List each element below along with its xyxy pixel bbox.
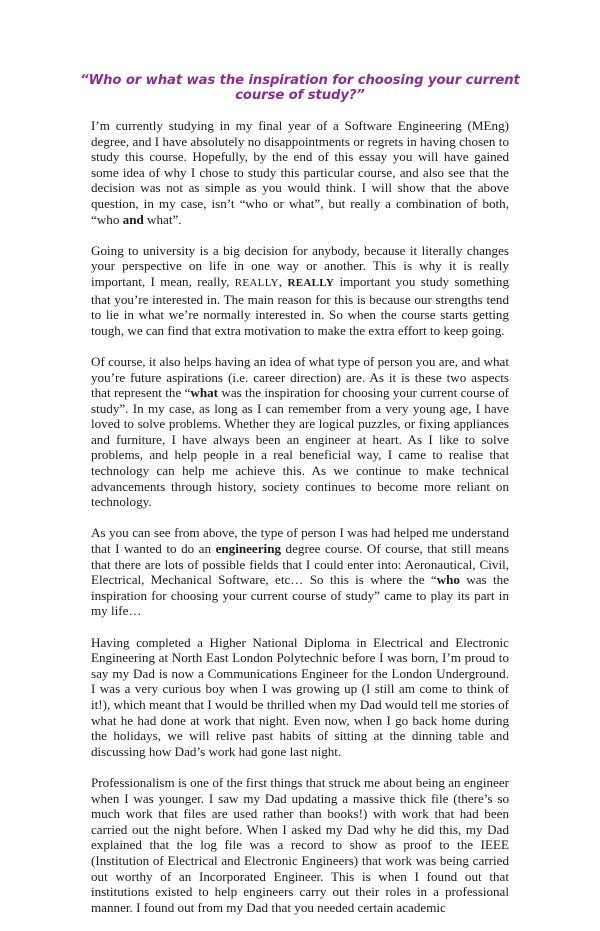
paragraph-5: Having completed a Higher National Diploma in Electrical and Electronic Engineering at North East London Polytechnic before I was born, I’m proud to say my Dad is now a Communications Engineer for the London Underground. I was a very curious boy when I was growing up (I still am come to think of it!), which meant that I would be thrilled when my Dad would tell me stories of what he had done at work that night. Even now, when I go back home during the holidays, we will relive past habits of sitting at the dinning table and discussing how Dad’s work had gone last night. (91, 634, 509, 759)
essay-title: “Who or what was the inspiration for choosing your current course of study?” (80, 73, 520, 103)
paragraph-1: I’m currently studying in my final year of a Software Engineering (MEng) degree, and I have absolutely no disappointments or regrets in having chosen to study this course. Hopefully, by the end of this essay you will have gained some idea of why I chose to study this particular course, and also see that the decision was not as simple as you would think. I will show that the above question, in my case, isn’t “who or what”, but really a combination of both, “who and what”. (91, 118, 509, 227)
paragraph-6: Professionalism is one of the first things that struck me about being an engineer when I was younger. I saw my Dad updating a massive thick file (there’s so much work that files are used rather than books!) with work that had been carried out the night before. When I asked my Dad why he did this, my Dad explained that the log file was a record to show as proof to the IEEE (Institution of Electrical and Electronic Engineers) that work was being carried out worthy of an Incorporated Engineer. This is when I found out that institutions existed to help engineers carry out their roles in a professional manner. I found out from my Dad that you needed certain academic (91, 774, 509, 915)
essay-body (91, 118, 509, 931)
emphasis-and: and (122, 211, 144, 227)
paragraph-4: As you can see from above, the type of person I was had helped me understand that I wanted to do an engineering degree course. Of course, that still means that there are lots of possible fields that I could enter into: Aeronautical, Civil, Electrical, Mechanical Software, etc… So this is where the “who was the inspiration for choosing your current course of study” came to play its part in my life… (91, 525, 509, 619)
emphasis-really-bold: REALLY (287, 276, 335, 289)
emphasis-really-smallcaps: REALLY (234, 276, 279, 289)
paragraph-2: Going to university is a big decision for anybody, because it literally changes your perspective on life in one way or another. This is why it is really important, I mean, really, REALLY, REALLY important you study something that you’re interested in. The main reason for this is because our strengths tend to lie in what we’re normally interested in. So when the course starts getting tough, we can find that extra motivation to make the extra effort to keep going. (91, 242, 509, 338)
paragraph-3: Of course, it also helps having an idea of what type of person you are, and what you’re future aspirations (i.e. career direction) are. As it is these two aspects that represent the “what was the inspiration for choosing your current course of study”. In my case, as long as I can remember from a very young age, I have loved to solve problems. Whether they are logical puzzles, or fixing appliances and furniture, I have always been an engineer at heart. As I like to solve problems, and help people in a real beneficial way, I came to realise that technology can help me achieve this. As we continue to make technical advancements through history, society continues to become more reliant on technology. (91, 353, 509, 510)
emphasis-engineering: engineering (215, 541, 282, 557)
emphasis-who: who (436, 572, 460, 588)
emphasis-what: what (190, 385, 219, 401)
